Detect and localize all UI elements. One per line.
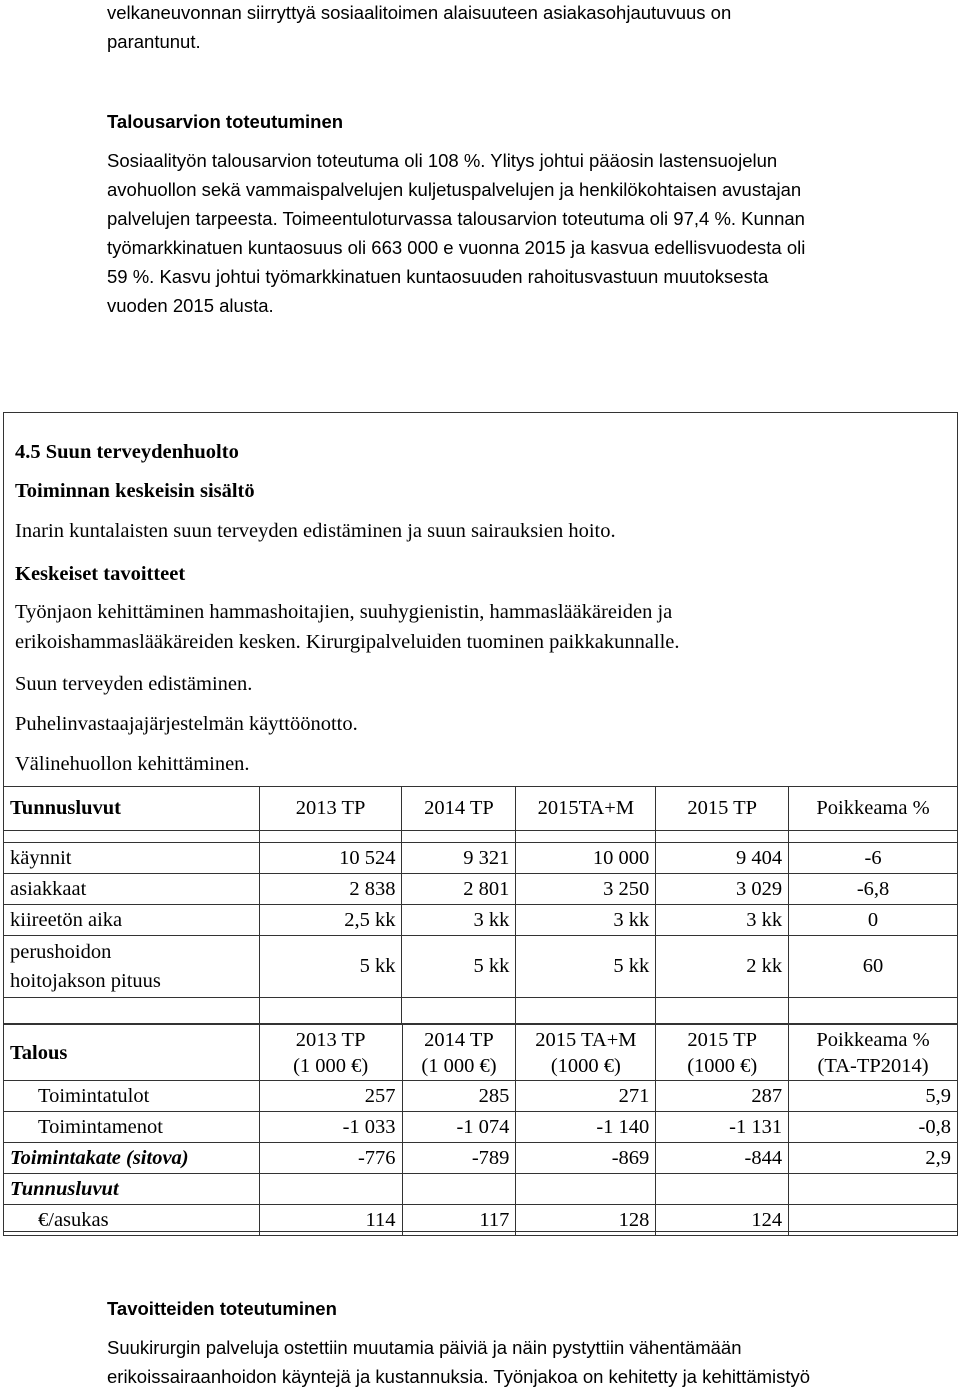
- section-title: 4.5 Suun terveydenhuolto: [15, 441, 239, 463]
- finance-header-year: 2015 TP: [687, 1028, 758, 1051]
- kpi-header-cell: 2013 TP: [259, 787, 402, 831]
- finance-cell: [656, 1174, 789, 1205]
- goal-line: Välinehuollon kehittäminen.: [15, 753, 250, 775]
- core-heading: Toiminnan keskeisin sisältö: [15, 480, 255, 502]
- finance-header-row: [4, 1025, 958, 1081]
- kpi-row-label-line: perushoidon: [10, 940, 112, 963]
- finance-cell: 287: [656, 1081, 789, 1112]
- kpi-cell: 0: [789, 905, 958, 936]
- kpi-cell: 10 000: [516, 843, 656, 874]
- kpi-row-label: käynnit: [4, 843, 260, 874]
- kpi-spacer-row: [4, 998, 958, 1024]
- finance-cell: [259, 1174, 402, 1205]
- intro-line: velkaneuvonnan siirryttyä sosiaalitoimen alaisuuteen asiakasohjautuvuus on: [107, 2, 732, 23]
- goals-heading: Keskeiset tavoitteet: [15, 563, 186, 585]
- finance-header-unit: (1000 €): [550, 1054, 621, 1077]
- finance-cell: [789, 1205, 958, 1236]
- finance-cell: 5,9: [789, 1081, 958, 1112]
- goal-line: Työnjaon kehittäminen hammashoitajien, suuhygienistin, hammaslääkäreiden ja: [15, 601, 673, 623]
- finance-cell: -1 074: [402, 1112, 516, 1143]
- finance-row-label: €/asukas: [4, 1205, 260, 1236]
- finance-cell: -1 033: [259, 1112, 402, 1143]
- achievement-heading: Tavoitteiden toteutuminen: [107, 1298, 337, 1319]
- finance-row-label: Toimintamenot: [4, 1112, 260, 1143]
- finance-row-label: Toimintatulot: [4, 1081, 260, 1112]
- kpi-cell: 3 250: [516, 874, 656, 905]
- kpi-cell: 5 kk: [402, 936, 516, 998]
- budget-paragraph: [107, 146, 805, 320]
- finance-cell: 257: [259, 1081, 402, 1112]
- budget-line: Sosiaalityön talousarvion toteutuma oli 108 %. Ylitys johtui pääosin lastensuojelun: [107, 150, 778, 171]
- finance-cell: 2,9: [789, 1143, 958, 1174]
- finance-header-cell: [789, 1025, 958, 1081]
- finance-header-year: 2013 TP: [295, 1028, 366, 1051]
- finance-cell: 117: [402, 1205, 516, 1236]
- kpi-header-cell: 2015 TP: [656, 787, 789, 831]
- kpi-spacer-row: [4, 831, 958, 843]
- kpi-cell: 2 kk: [656, 936, 789, 998]
- kpi-cell: 9 404: [656, 843, 789, 874]
- kpi-cell: 3 029: [656, 874, 789, 905]
- kpi-row-label-line: hoitojakson pituus: [10, 969, 161, 992]
- kpi-row-label: [4, 936, 260, 998]
- budget-line: työmarkkinatuen kuntaosuus oli 663 000 e vuonna 2015 ja kasvua edellisvuodesta oli: [107, 237, 806, 258]
- finance-cell: -1 131: [656, 1112, 789, 1143]
- finance-cell: 124: [656, 1205, 789, 1236]
- finance-cell: 114: [259, 1205, 402, 1236]
- kpi-cell: 3 kk: [516, 905, 656, 936]
- budget-line: avohuollon sekä vammaispalvelujen kuljetuspalvelujen ja henkilökohtaisen avustajan: [107, 179, 802, 200]
- finance-cell: -1 140: [516, 1112, 656, 1143]
- finance-header-year: Poikkeama %: [816, 1028, 930, 1051]
- achievement-line: Suukirurgin palveluja ostettiin muutamia päiviä ja näin pystyttiin vähentämään: [107, 1337, 742, 1358]
- kpi-header-cell: 2015TA+M: [516, 787, 656, 831]
- budget-line: palvelujen tarpeesta. Toimeentuloturvassa talousarvion toteutuma oli 97,4 %. Kunnan: [107, 208, 805, 229]
- table-row: [4, 905, 958, 936]
- finance-cell: 285: [402, 1081, 516, 1112]
- finance-cell: -0,8: [789, 1112, 958, 1143]
- achievement-line: erikoissairaanhoidon käyntejä ja kustannuksia. Työnjakoa on kehitetty ja kehittämistyö: [107, 1366, 811, 1387]
- kpi-table: [3, 786, 958, 1024]
- goal-line: erikoishammaslääkäreiden kesken. Kirurgipalveluiden tuominen paikkakunnalle.: [15, 631, 680, 653]
- kpi-header-row: [4, 787, 958, 831]
- kpi-cell: -6: [789, 843, 958, 874]
- kpi-cell: 60: [789, 936, 958, 998]
- finance-cell: 271: [516, 1081, 656, 1112]
- table-row: [4, 936, 958, 998]
- kpi-header-cell: Tunnusluvut: [4, 787, 260, 831]
- finance-header-unit: (1000 €): [687, 1054, 758, 1077]
- table-row: [4, 874, 958, 905]
- kpi-cell: 5 kk: [259, 936, 402, 998]
- intro-line: parantunut.: [107, 31, 201, 52]
- kpi-header-cell: Poikkeama %: [789, 787, 958, 831]
- finance-header-year: 2014 TP: [424, 1028, 494, 1051]
- kpi-cell: 5 kk: [516, 936, 656, 998]
- kpi-cell: 10 524: [259, 843, 402, 874]
- kpi-cell: 9 321: [402, 843, 516, 874]
- finance-cell: -789: [402, 1143, 516, 1174]
- kpi-cell: 2,5 kk: [259, 905, 402, 936]
- finance-table: [3, 1024, 958, 1236]
- kpi-cell: 2 801: [402, 874, 516, 905]
- finance-cell: -776: [259, 1143, 402, 1174]
- kpi-row-label: asiakkaat: [4, 874, 260, 905]
- finance-header-unit: (1 000 €): [293, 1054, 369, 1077]
- finance-cell: [516, 1174, 656, 1205]
- finance-cell: 128: [516, 1205, 656, 1236]
- budget-heading: Talousarvion toteutuminen: [107, 111, 344, 132]
- table-row: [4, 1112, 958, 1143]
- finance-header-cell: [402, 1025, 516, 1081]
- finance-cell: -844: [656, 1143, 789, 1174]
- budget-line: vuoden 2015 alusta.: [107, 295, 274, 316]
- finance-cell: [402, 1174, 516, 1205]
- finance-header-cell: [259, 1025, 402, 1081]
- achievement-paragraph: [107, 1333, 810, 1391]
- finance-row-label: Tunnusluvut: [4, 1174, 260, 1205]
- kpi-cell: -6,8: [789, 874, 958, 905]
- table-row: [4, 1081, 958, 1112]
- finance-cell: [789, 1174, 958, 1205]
- kpi-cell: 3 kk: [402, 905, 516, 936]
- kpi-row-label: kiireetön aika: [4, 905, 260, 936]
- kpi-header-cell: 2014 TP: [402, 787, 516, 831]
- finance-header-unit: (TA-TP2014): [817, 1054, 929, 1077]
- kpi-cell: 3 kk: [656, 905, 789, 936]
- finance-header-cell: [656, 1025, 789, 1081]
- budget-line: 59 %. Kasvu johtui työmarkkinatuen kuntaosuuden rahoitusvastuun muutoksesta: [107, 266, 769, 287]
- kpi-cell: 2 838: [259, 874, 402, 905]
- finance-header-cell: [516, 1025, 656, 1081]
- finance-cell: -869: [516, 1143, 656, 1174]
- goal-line: Suun terveyden edistäminen.: [15, 673, 253, 695]
- table-row: [4, 843, 958, 874]
- table-row: [4, 1205, 958, 1236]
- finance-row-label: Toimintakate (sitova): [4, 1143, 260, 1174]
- goal-line: Puhelinvastaajajärjestelmän käyttöönotto.: [15, 713, 358, 735]
- finance-header-unit: (1 000 €): [421, 1054, 497, 1077]
- intro-paragraph: [107, 0, 731, 56]
- finance-header-label: Talous: [4, 1025, 260, 1081]
- core-text: Inarin kuntalaisten suun terveyden edistäminen ja suun sairauksien hoito.: [15, 520, 616, 542]
- finance-header-year: 2015 TA+M: [535, 1028, 637, 1051]
- table-row: [4, 1174, 958, 1205]
- table-row: [4, 1143, 958, 1174]
